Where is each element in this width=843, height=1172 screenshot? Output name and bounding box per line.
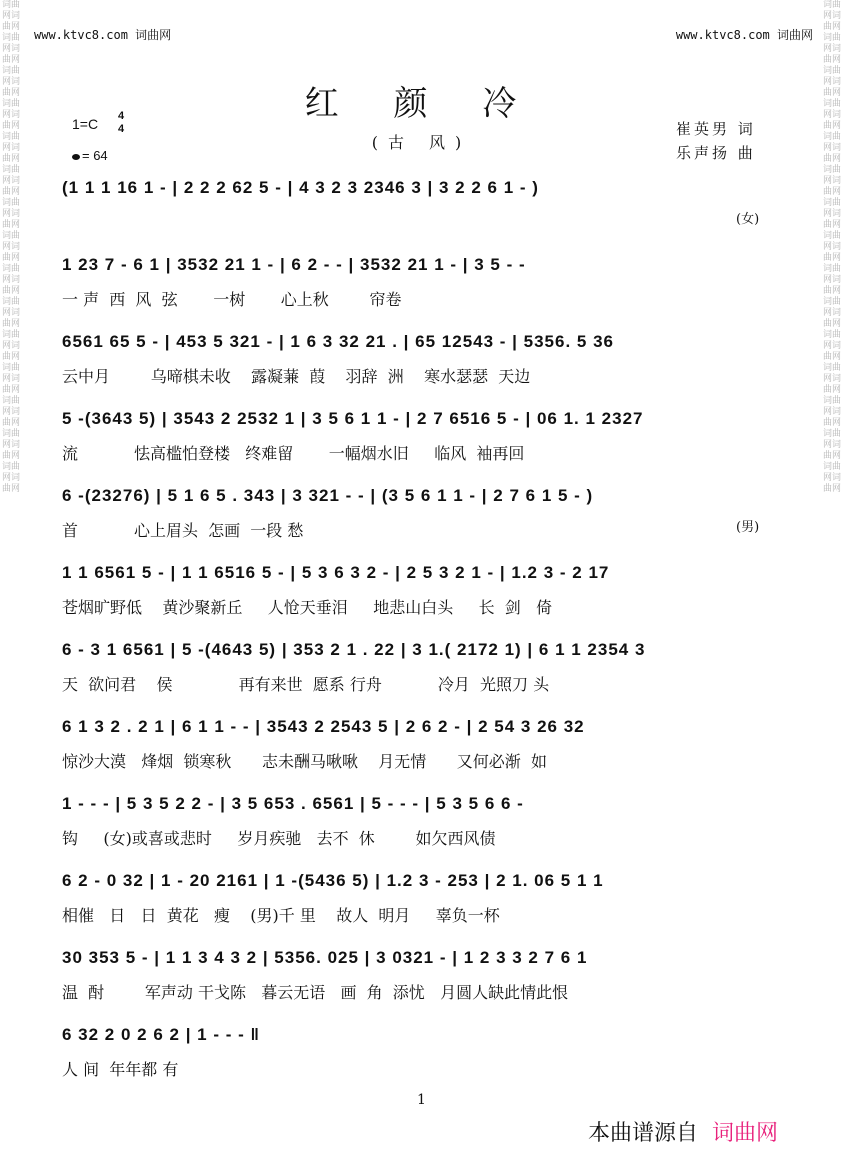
watermark-strip-right: 词曲网词曲网词曲网词曲网词曲网词曲网词曲网词曲网词曲网词曲网词曲网词曲网词曲网词曲网词曲网词曲网词曲网词曲网词曲网词曲网词曲网词曲网词曲网词曲网词曲网词曲网词曲网词曲网词曲网词曲网: [823, 0, 841, 494]
site-url-right[interactable]: www.ktvc8.com 词曲网: [675, 28, 813, 42]
key-signature: 1=C: [72, 116, 99, 132]
score-line-notes: 30 353 5 - | 1 1 3 4 3 2 | 5356. 025 | 3 0321 - | 1 2 3 3 2 7 6 1: [62, 948, 588, 967]
quarter-note-icon: [72, 154, 80, 160]
score-line-notes: 6 2 - 0 32 | 1 - 20 2161 | 1 -(5436 5) | 1.2 3 - 253 | 2 1. 06 5 1 1: [62, 871, 604, 890]
score-line-lyrics: 流 怯高槛怕登楼 终难留 一幅烟水旧 临风 袖再回: [62, 444, 525, 463]
song-subtitle: (古 风): [371, 133, 472, 152]
watermark-strip-left: 词曲网词曲网词曲网词曲网词曲网词曲网词曲网词曲网词曲网词曲网词曲网词曲网词曲网词曲网词曲网词曲网词曲网词曲网词曲网词曲网词曲网词曲网词曲网词曲网词曲网词曲网词曲网词曲网词曲网词曲网: [2, 0, 20, 494]
score-line-lyrics: 惊沙大漠 烽烟 锁寒秋 志未酬马啾啾 月无情 又何必渐 如: [62, 752, 547, 771]
source-note: [588, 1116, 778, 1147]
page-number: 1: [417, 1092, 426, 1108]
lyricist-credit: 崔英男 词: [676, 120, 756, 138]
score-line-notes: 5 -(3643 5) | 3543 2 2532 1 | 3 5 6 1 1 - | 2 7 6516 5 - | 06 1. 1 2327: [62, 409, 644, 428]
source-brand-link[interactable]: 词曲网: [712, 1121, 779, 1146]
singer-role-label: (男): [736, 520, 760, 535]
score-line-notes: 1 23 7 - 6 1 | 3532 21 1 - | 6 2 - - | 3532 21 1 - | 3 5 - -: [62, 255, 526, 274]
tempo-marking: [72, 148, 108, 163]
score-line-notes: 6 - 3 1 6561 | 5 -(4643 5) | 353 2 1 . 22 | 3 1.( 2172 1) | 6 1 1 2354 3: [62, 640, 646, 659]
score-line-notes: 6 -(23276) | 5 1 6 5 . 343 | 3 321 - - | (3 5 6 1 1 - | 2 7 6 1 5 - ): [62, 486, 594, 505]
song-title: 红 颜 冷: [304, 84, 539, 124]
score-line-lyrics: 相催 日 日 黄花 瘦 (男)千 里 故人 明月 辜负一杯: [62, 906, 500, 925]
time-numerator: 4: [118, 110, 125, 122]
tempo-value: = 64: [82, 148, 108, 163]
score-line-notes: 6561 65 5 - | 453 5 321 - | 1 6 3 32 21 . | 65 12543 - | 5356. 5 36: [62, 332, 614, 351]
time-denominator: 4: [118, 123, 125, 135]
score-line-notes: 6 32 2 0 2 6 2 | 1 - - - ‖: [62, 1025, 260, 1044]
score-line-notes: 6 1 3 2 . 2 1 | 6 1 1 - - | 3543 2 2543 5 | 2 6 2 - | 2 54 3 26 32: [62, 717, 585, 736]
score-line-notes: 1 1 6561 5 - | 1 1 6516 5 - | 5 3 6 3 2 - | 2 5 3 2 1 - | 1.2 3 - 2 17: [62, 563, 610, 582]
composer-credit: 乐声扬 曲: [676, 144, 756, 162]
score-line-lyrics: 温 酎 军声动 干戈陈 暮云无语 画 角 添忧 月圆人缺此情此恨: [62, 983, 569, 1002]
score-line-lyrics: 一 声 西 风 弦 一树 心上秋 帘卷: [62, 290, 402, 309]
time-signature: [118, 110, 124, 136]
score-line-lyrics: 天 欲问君 侯 再有来世 愿系 行舟 冷月 光照刀 头: [62, 675, 550, 694]
score-line-lyrics: 人 间 年年都 有: [62, 1060, 179, 1079]
score-line-lyrics: 云中月 乌啼棋未收 露凝蒹 葭 羽辞 洲 寒水瑟瑟 天边: [62, 367, 531, 386]
score-line-notes: 1 - - - | 5 3 5 2 2 - | 3 5 653 . 6561 | 5 - - - | 5 3 5 6 6 -: [62, 794, 524, 813]
source-prefix: 本曲谱源自: [588, 1121, 699, 1146]
score-line-lyrics: 首 心上眉头 怎画 一段 愁: [62, 521, 304, 540]
score-line-notes: (1 1 1 16 1 - | 2 2 2 62 5 - | 4 3 2 3 2346 3 | 3 2 2 6 1 - ): [62, 178, 539, 197]
score-line-lyrics: 钩 (女)或喜或悲时 岁月疾驰 去不 休 如欠西风债: [62, 829, 496, 848]
singer-role-label: (女): [736, 212, 760, 227]
score-line-lyrics: 苍烟旷野低 黄沙聚新丘 人怆天垂泪 地悲山白头 长 剑 倚: [62, 598, 553, 617]
site-url-left[interactable]: www.ktvc8.com 词曲网: [34, 28, 172, 42]
